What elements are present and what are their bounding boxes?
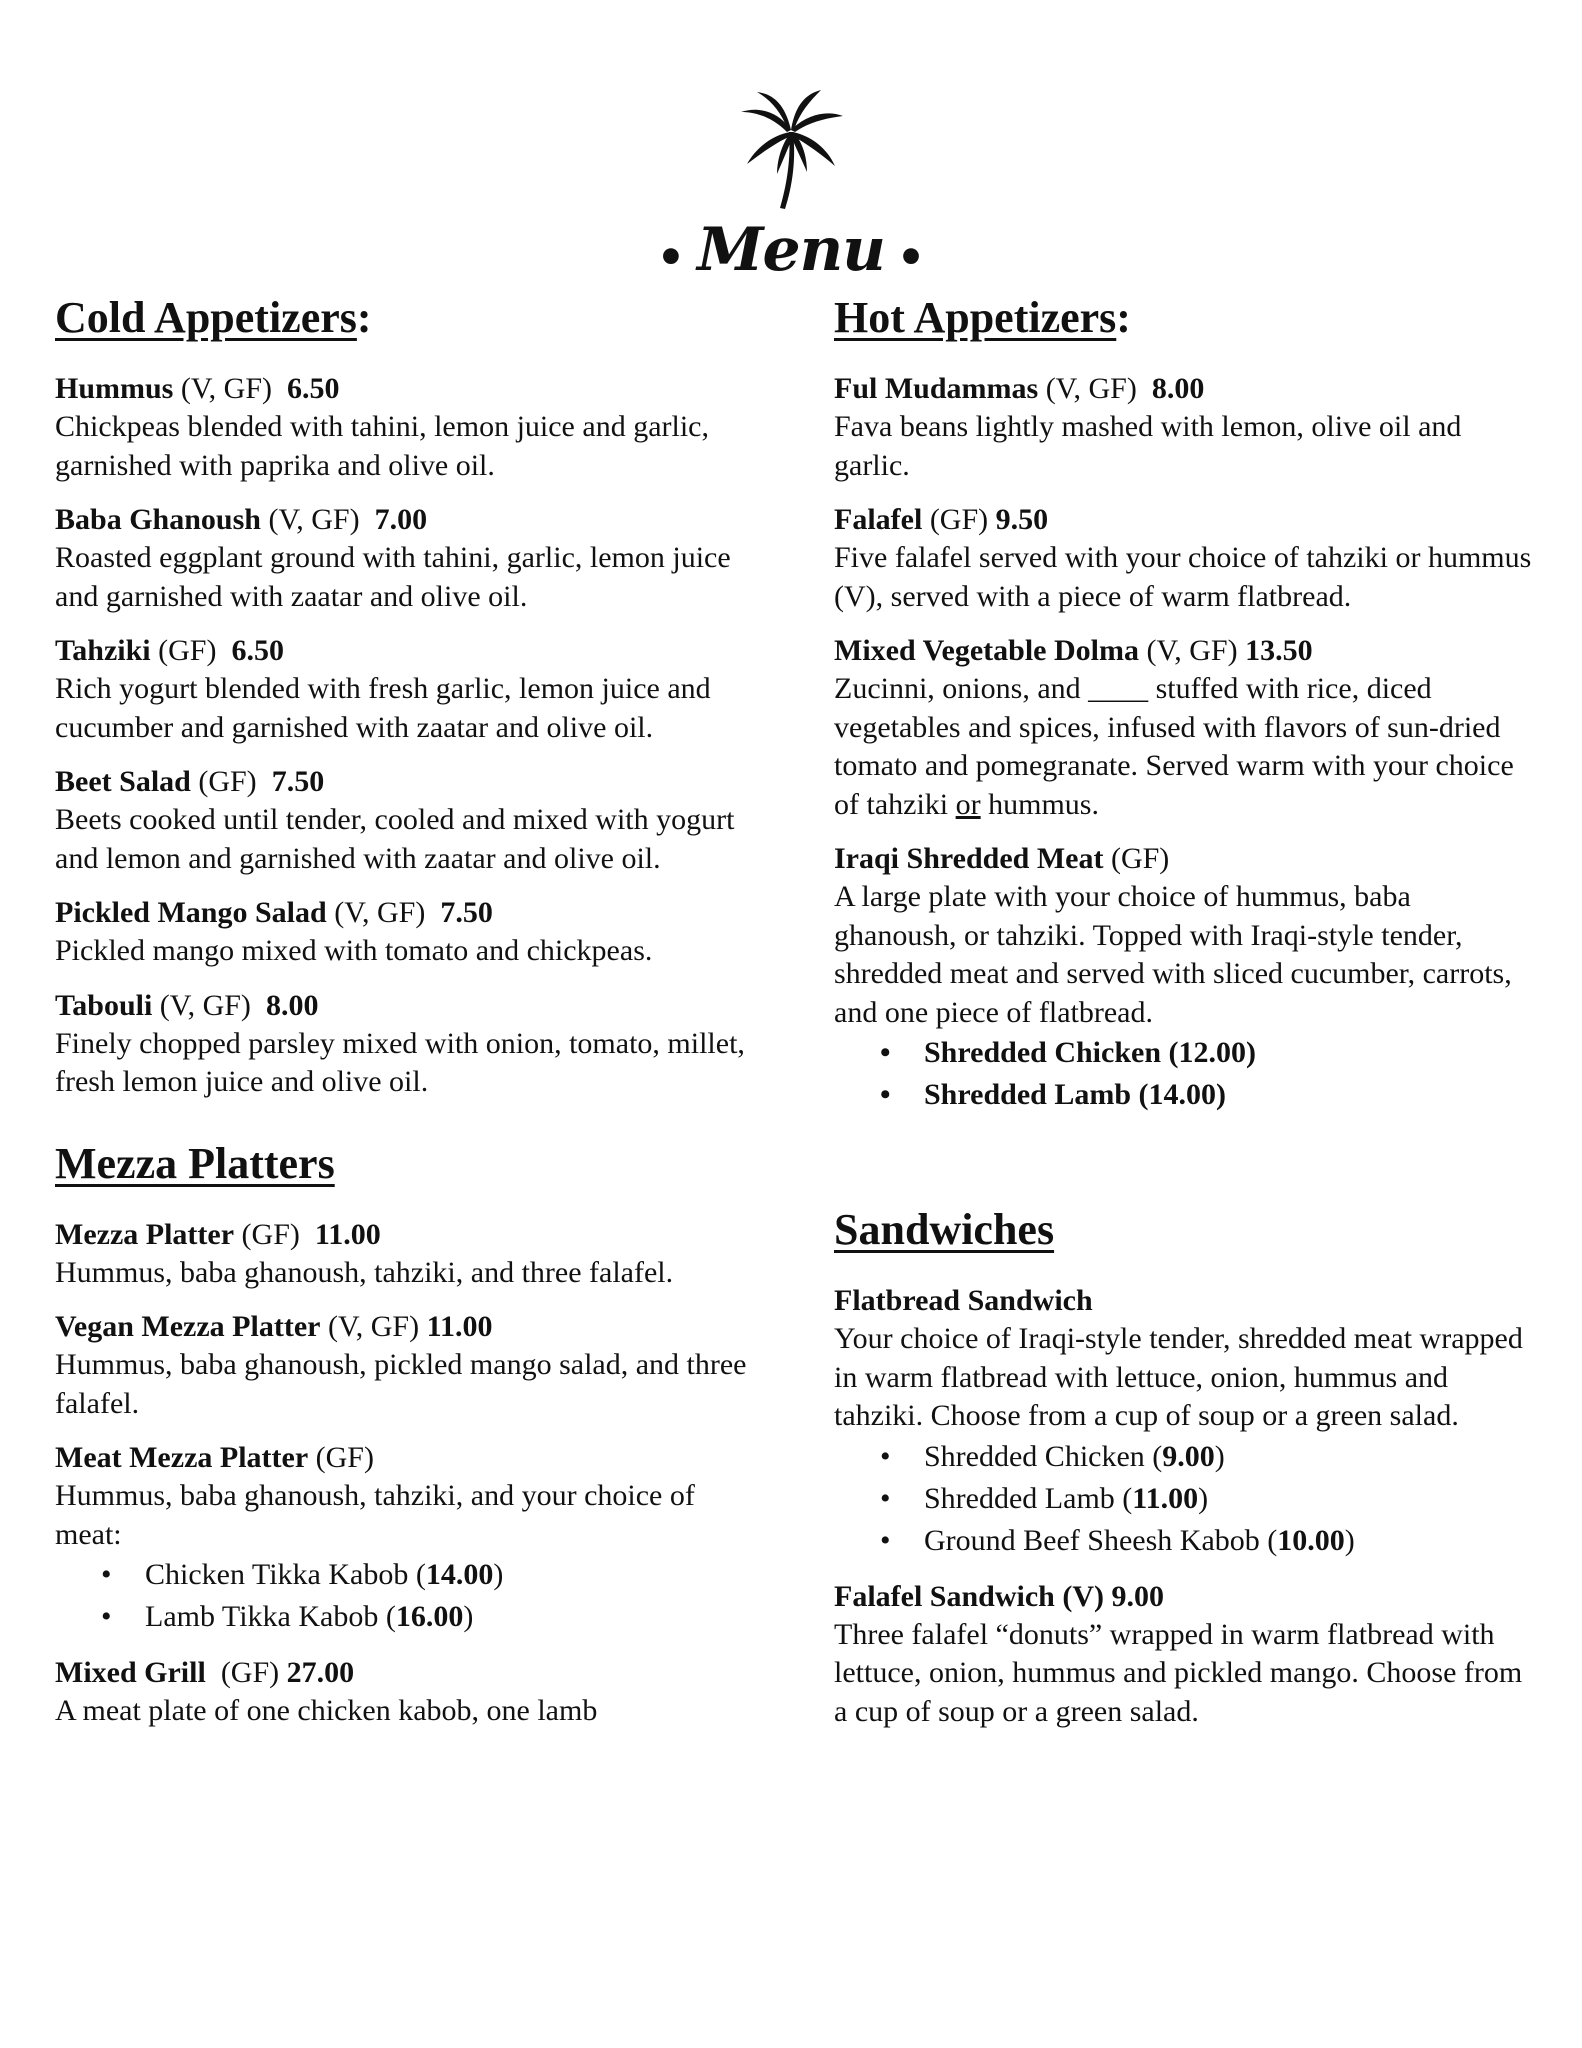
item-price: 6.50 <box>287 372 340 405</box>
item-name: Vegan Mezza Platter <box>55 1310 321 1343</box>
mezza-platters-section <box>55 1136 755 1731</box>
item-tags: (GF) <box>220 1656 280 1689</box>
option-item: • Shredded Lamb (14.00) <box>924 1074 1534 1116</box>
item-description: Fava beans lightly mashed with lemon, olive oil and garlic. <box>834 410 1462 482</box>
item-name: Meat Mezza Platter <box>55 1441 309 1474</box>
item-tags: (V, GF) <box>1146 634 1238 667</box>
item-name: Tabouli <box>55 988 153 1022</box>
item-tags: (V, GF) <box>180 372 272 405</box>
menu-title <box>0 210 1582 297</box>
menu-item <box>55 894 755 971</box>
item-price: 13.50 <box>1245 634 1313 667</box>
item-name: Falafel <box>834 503 923 536</box>
item-name: Flatbread Sandwich <box>834 1284 1093 1317</box>
item-price: 9.00 <box>1111 1579 1164 1613</box>
item-description: A large plate with your choice of hummus, baba ghanoush, or tahziki. Topped with Iraqi-style tender, shredded meat and served with sliced cucumber, carrots, and one piece of flatbread. <box>834 880 1512 1029</box>
item-description: Zucinni, onions, and ____ stuffed with rice, diced vegetables and spices, infused with flavors of sun-dried tomato and pomegranate. Served warm with your choice of tahziki or hummus. <box>834 672 1514 821</box>
item-description: Hummus, baba ghanoush, tahziki, and your choice of meat: <box>55 1479 695 1551</box>
right-column <box>834 290 1534 1747</box>
menu-item <box>55 987 755 1102</box>
item-price: 27.00 <box>286 1656 355 1689</box>
section-heading: Cold Appetizers: <box>55 293 372 342</box>
item-tags: (GF) <box>241 1217 300 1251</box>
item-description: Your choice of Iraqi-style tender, shredded meat wrapped in warm flatbread with lettuce, onion, hummus and tahziki. Choose from a cup of soup or a green salad. <box>834 1322 1523 1432</box>
menu-item <box>834 370 1534 485</box>
title-dot-left: • <box>660 223 682 289</box>
item-name: Iraqi Shredded Meat <box>834 842 1104 875</box>
item-name: Hummus <box>55 372 174 405</box>
item-price: 6.50 <box>231 634 284 667</box>
option-item: • Shredded Lamb (11.00) <box>924 1478 1534 1520</box>
item-description: Chickpeas blended with tahini, lemon juice and garlic, garnished with paprika and olive oil. <box>55 410 709 482</box>
item-tags: (V, GF) <box>268 503 360 536</box>
item-name: Tahziki <box>55 634 151 667</box>
option-item: • Chicken Tikka Kabob (14.00) <box>145 1554 755 1596</box>
item-tags: (V, GF) <box>1045 372 1137 405</box>
item-tags: (GF) <box>315 1441 374 1474</box>
item-price: 7.50 <box>440 896 493 929</box>
item-name: Mezza Platter <box>55 1217 235 1251</box>
item-tags: (GF) <box>158 634 217 667</box>
item-description: A meat plate of one chicken kabob, one lamb <box>55 1694 598 1727</box>
menu-item <box>55 1654 755 1731</box>
section-heading: Mezza Platters <box>55 1138 335 1188</box>
option-item: • Ground Beef Sheesh Kabob (10.00) <box>924 1520 1534 1562</box>
option-item: • Lamb Tikka Kabob (16.00) <box>145 1596 755 1638</box>
item-tags: (GF) <box>198 765 257 798</box>
item-description: Beets cooked until tender, cooled and mixed with yogurt and lemon and garnished with zaatar and olive oil. <box>55 803 735 875</box>
title-text: Menu <box>697 215 885 285</box>
item-name: Falafel Sandwich (V) <box>834 1579 1104 1613</box>
item-description: Roasted eggplant ground with tahini, garlic, lemon juice and garnished with zaatar and olive oil. <box>55 541 731 613</box>
option-list <box>55 1554 755 1638</box>
item-description: Pickled mango mixed with tomato and chickpeas. <box>55 934 653 967</box>
item-price: 8.00 <box>265 988 319 1022</box>
item-tags: (V, GF) <box>327 1310 420 1343</box>
cold-appetizers-section <box>55 290 755 1102</box>
left-column <box>55 290 755 1747</box>
item-price: 8.00 <box>1151 372 1205 405</box>
menu-item <box>55 501 755 616</box>
item-description: Finely chopped parsley mixed with onion, tomato, millet, fresh lemon juice and olive oil. <box>55 1026 745 1098</box>
item-name: Mixed Grill <box>55 1656 206 1689</box>
menu-item <box>55 632 755 747</box>
item-name: Ful Mudammas <box>834 372 1039 405</box>
item-description: Three falafel “donuts” wrapped in warm flatbread with lettuce, onion, hummus and pickled mango. Choose from a cup of soup or a green salad. <box>834 1617 1523 1728</box>
section-heading: Sandwiches <box>834 1205 1055 1254</box>
option-item: • Shredded Chicken (9.00) <box>924 1436 1534 1478</box>
item-tags: (GF) <box>929 503 989 536</box>
item-tags: (GF) <box>1110 842 1170 875</box>
menu-item <box>834 1282 1534 1562</box>
item-price: 11.00 <box>314 1217 381 1251</box>
sandwiches-section <box>834 1202 1534 1731</box>
menu-item <box>55 763 755 878</box>
item-price: 7.00 <box>374 503 428 536</box>
item-description: Hummus, baba ghanoush, pickled mango salad, and three falafel. <box>55 1348 747 1420</box>
item-name: Baba Ghanoush <box>55 503 261 536</box>
item-tags: (V, GF) <box>334 896 426 929</box>
item-description: Hummus, baba ghanoush, tahziki, and three falafel. <box>55 1255 674 1289</box>
item-description: Rich yogurt blended with fresh garlic, lemon juice and cucumber and garnished with zaatar and olive oil. <box>55 672 711 744</box>
section-heading: Hot Appetizers: <box>834 293 1131 342</box>
palm-tree-icon <box>735 88 845 210</box>
item-description: Five falafel served with your choice of tahziki or hummus (V), served with a piece of warm flatbread. <box>834 541 1532 613</box>
item-name: Beet Salad <box>55 765 191 798</box>
title-dot-right: • <box>900 223 922 289</box>
page-bottom-margin <box>0 1928 1582 2048</box>
menu-item <box>834 632 1534 824</box>
item-price: 7.50 <box>271 765 325 798</box>
option-list <box>834 1436 1534 1562</box>
hot-appetizers-section <box>834 290 1534 1116</box>
menu-item <box>834 501 1534 616</box>
menu-item <box>55 1308 755 1423</box>
option-item: • Shredded Chicken (12.00) <box>924 1032 1534 1074</box>
item-price: 11.00 <box>426 1310 493 1343</box>
menu-item <box>834 1578 1534 1732</box>
item-name: Pickled Mango Salad <box>55 896 327 929</box>
menu-item <box>55 370 755 485</box>
menu-item <box>834 840 1534 1116</box>
option-list <box>834 1032 1534 1116</box>
item-name: Mixed Vegetable Dolma <box>834 634 1139 667</box>
item-price: 9.50 <box>995 503 1049 536</box>
item-tags: (V, GF) <box>159 988 251 1022</box>
menu-item <box>55 1439 755 1638</box>
menu-item <box>55 1216 755 1293</box>
